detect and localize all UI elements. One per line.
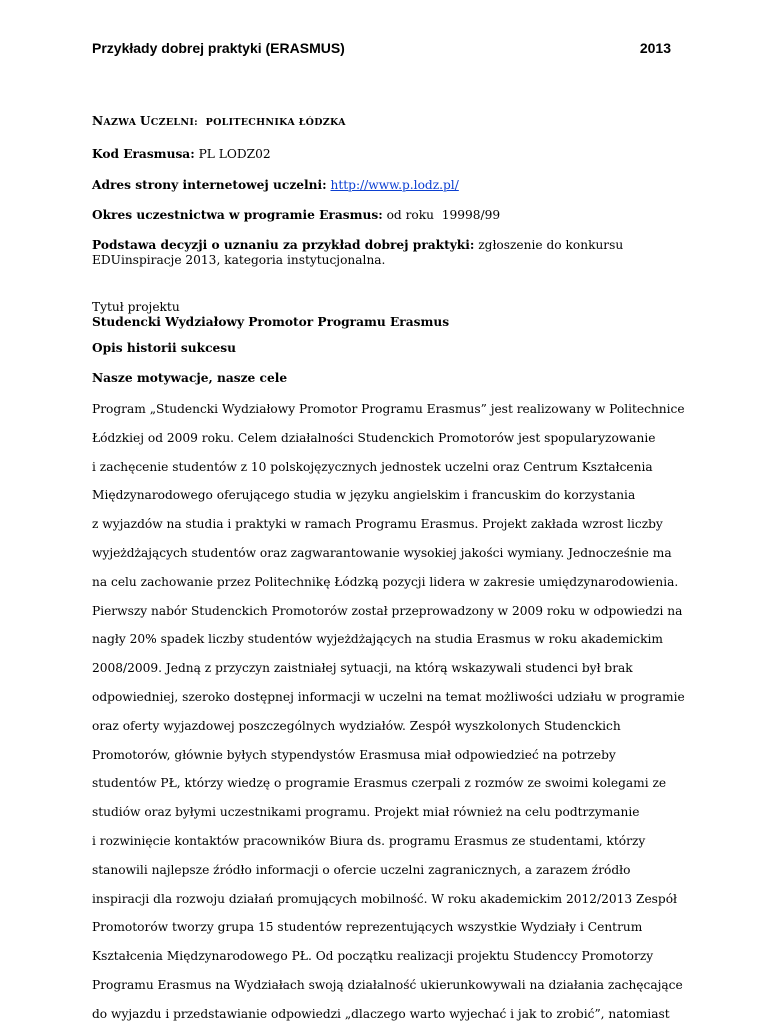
body-line: stanowili najlepsze źródło informacji o ofercie uczelni zagranicznych, a zarazem źródło [92, 862, 631, 877]
field-okres-uczestnictwa [92, 208, 500, 223]
label-n: N [92, 114, 104, 128]
field-adres-strony [92, 178, 459, 193]
label-u: U [139, 114, 151, 128]
label-adres: Adres strony internetowej uczelni: [92, 178, 327, 192]
body-paragraph [92, 402, 692, 1036]
field-podstawa-decyzji [92, 238, 684, 268]
label-rest2: CZELNI: [150, 117, 198, 128]
website-link[interactable]: http://www.p.lodz.pl/ [330, 178, 459, 192]
value-kod: PL LODZ02 [198, 147, 271, 161]
body-line: Program „Studencki Wydziałowy Promotor Programu Erasmus” jest realizowany w Politechnice [92, 402, 685, 416]
body-line: nagły 20% spadek liczby studentów wyjeżdżających na studia Erasmus w roku akademickim [92, 632, 663, 647]
body-line: Programu Erasmus na Wydziałach swoją działalność ukierunkowywali na działania zachęcające [92, 977, 683, 992]
label-rest1: AZWA [103, 117, 140, 128]
header-title: Przykłady dobrej praktyki (ERASMUS) [92, 40, 345, 56]
section-motywacje: Nasze motywacje, nasze cele [92, 371, 288, 385]
section-opis-historii: Opis historii sukcesu [92, 341, 236, 355]
field-kod-erasmusa [92, 147, 271, 162]
body-line: studentów PŁ, którzy wiedzę o programie Erasmus czerpali z rozmów ze swoimi kolegami ze [92, 776, 667, 791]
header-year: 2013 [639, 40, 671, 56]
body-line: odpowiedniej, szeroko dostępnej informacji w uczelni na temat możliwości udziału w programie [92, 689, 685, 704]
label-kod: Kod Erasmusa: [92, 147, 195, 161]
body-line: i rozwinięcie kontaktów pracowników Biura ds. programu Erasmus ze studentami, którzy [92, 833, 646, 848]
body-line: inspiracji dla rozwoju działań promujących mobilność. W roku akademickim 2012/2013 Zespół [92, 891, 678, 906]
body-line: na celu zachowanie przez Politechnikę Łódzką pozycji lidera w zakresie umiędzynarodowienia. [92, 574, 679, 589]
label-podstawa: Podstawa decyzji o uznaniu za przykład dobrej praktyki: [92, 238, 475, 252]
body-line: oraz oferty wyjazdowej poszczególnych wydziałów. Zespół wyszkolonych Studenckich [92, 718, 621, 733]
body-line: 2008/2009. Jedną z przyczyn zaistniałej sytuacji, na którą wskazywali studenci był brak [92, 661, 633, 676]
field-nazwa-uczelni [92, 114, 346, 130]
body-line: Kształcenia Międzynarodowego PŁ. Od początku realizacji projektu Studenccy Promotorzy [92, 949, 654, 964]
value-okres: od roku 19998/99 [386, 208, 501, 222]
value-tytul: Studencki Wydziałowy Promotor Programu Erasmus [92, 315, 450, 329]
value-podstawa: zgłoszenie do konkursu EDUinspiracje 2013, kategoria instytucjonalna. [92, 238, 624, 267]
body-line: Promotorów, głównie byłych stypendystów Erasmusa miał odpowiedzieć na potrzeby [92, 747, 616, 762]
body-line: Łódzkiej od 2009 roku. Celem działalności Studenckich Promotorów jest spopularyzowanie [92, 430, 656, 445]
label-okres: Okres uczestnictwa w programie Erasmus: [92, 208, 383, 222]
label-tytul: Tytuł projektu [92, 300, 180, 314]
body-line: Promotorów tworzy grupa 15 studentów reprezentujących wszystkie Wydziały i Centrum [92, 920, 643, 935]
body-line: z wyjazdów na studia i praktyki w ramach Programu Erasmus. Projekt zakłada wzrost liczby [92, 517, 663, 532]
body-line: Międzynarodowego oferującego studia w języku angielskim i francuskim do korzystania [92, 488, 636, 503]
body-line: wyjeżdżających studentów oraz zagwarantowanie wysokiej jakości wymiany. Jednocześnie ma [92, 545, 672, 560]
body-line: Pierwszy nabór Studenckich Promotorów został przeprowadzony w 2009 roku w odpowiedzi na [92, 603, 683, 618]
field-tytul-projektu [92, 300, 684, 330]
body-line: do wyjazdu i przedstawianie odpowiedzi „dlaczego warto wyjechać i jak to zrobić”, natomiast [92, 1006, 670, 1021]
body-line: i zachęcenie studentów z 10 polskojęzycznych jednostek uczelni oraz Centrum Kształcenia [92, 459, 653, 474]
body-line: studiów oraz byłymi uczestnikami programu. Projekt miał również na celu podtrzymanie [92, 805, 640, 820]
value-uczelnia: POLITECHNIKA ŁÓDZKA [205, 117, 346, 128]
page-header [92, 40, 671, 58]
